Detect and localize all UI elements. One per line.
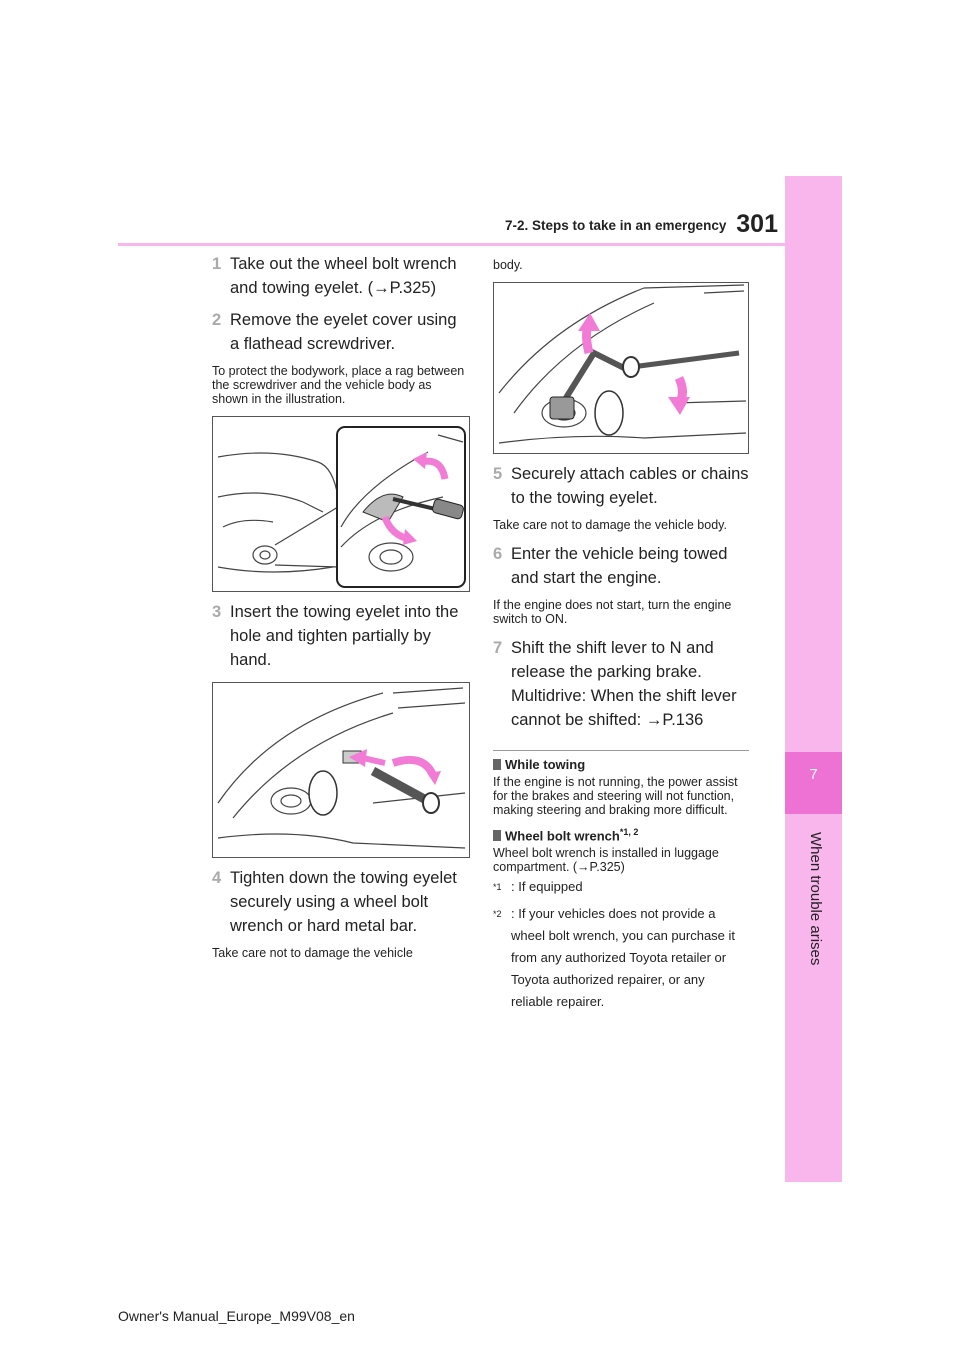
towing-heading: While towing bbox=[493, 757, 749, 772]
figure-remove-eyelet-cover bbox=[212, 416, 470, 592]
chapter-side-tab bbox=[785, 176, 842, 1182]
section-divider bbox=[493, 750, 749, 751]
wrench-text: Wheel bolt wrench is installed in luggage compartment. (→P.325) bbox=[493, 846, 719, 875]
step-4 bbox=[212, 866, 470, 938]
page-number: 301 bbox=[736, 210, 778, 238]
step-number: 1 bbox=[212, 255, 222, 273]
chapter-title: When trouble arises bbox=[807, 832, 824, 966]
step-text: Take out the wheel bolt wrench and towing eyelet. (→P.325) bbox=[230, 255, 457, 297]
header-divider bbox=[118, 243, 785, 246]
step-text: Remove the eyelet cover using a flathead screwdriver. bbox=[230, 311, 457, 353]
step-7 bbox=[493, 636, 749, 732]
step-number: 7 bbox=[493, 639, 503, 657]
step-number: 4 bbox=[212, 869, 222, 887]
footer-manual-id: Owner's Manual_Europe_M99V08_en bbox=[118, 1308, 355, 1324]
footnote-1: $^{*1}$ : If equipped bbox=[493, 879, 583, 895]
section-title: 7-2. Steps to take in an emergency bbox=[505, 218, 727, 233]
step-1 bbox=[212, 252, 470, 300]
step-number: 5 bbox=[493, 465, 503, 483]
figure-insert-towing-eyelet bbox=[212, 682, 470, 858]
chapter-number-tab bbox=[785, 752, 842, 814]
illustration-screwdriver bbox=[213, 417, 469, 591]
step-5 bbox=[493, 462, 749, 510]
step-text: Insert the towing eyelet into the hole and tighten partially by hand. bbox=[230, 603, 459, 669]
step-text: Enter the vehicle being towed and start the engine. bbox=[511, 545, 728, 587]
step-5-note: Take care not to damage the vehicle body. bbox=[493, 518, 727, 532]
towing-text: If the engine is not running, the power assist for the brakes and steering will not function, making steering and braking more difficult. bbox=[493, 775, 738, 817]
footnote-2: $^{*2}$ : If your vehicles does not provide a wheel bolt wrench, you can purchase it from any authorized Toyota retailer or Toyota authorized repairer, or any reliable repairer. bbox=[493, 905, 736, 1009]
step-4-note-continued: body. bbox=[493, 258, 523, 272]
right-column bbox=[493, 258, 749, 1013]
step-text: Shift the shift lever to N and release the parking brake. Multidrive: When the shift lever cannot be shifted: →P.136 bbox=[511, 639, 737, 729]
step-6 bbox=[493, 542, 749, 590]
step-2 bbox=[212, 308, 470, 356]
illustration-towing-eyelet bbox=[213, 683, 469, 857]
step-4-note: Take care not to damage the vehicle bbox=[212, 946, 413, 960]
bullet-icon bbox=[493, 830, 501, 841]
illustration-wheel-bolt-wrench bbox=[494, 283, 748, 453]
step-number: 2 bbox=[212, 311, 222, 329]
wrench-heading: Wheel bolt wrench$^{*1, 2}$ bbox=[493, 827, 749, 843]
step-2-note: To protect the bodywork, place a rag between the screwdriver and the vehicle body as shown in the illustration. bbox=[212, 364, 465, 406]
step-text: Tighten down the towing eyelet securely using a wheel bolt wrench or hard metal bar. bbox=[230, 869, 457, 935]
step-3 bbox=[212, 600, 470, 672]
left-column bbox=[212, 252, 470, 970]
step-text: Securely attach cables or chains to the towing eyelet. bbox=[511, 465, 749, 507]
chapter-number: 7 bbox=[809, 766, 818, 783]
figure-tighten-eyelet bbox=[493, 282, 749, 454]
step-6-note: If the engine does not start, turn the engine switch to ON. bbox=[493, 598, 732, 626]
bullet-icon bbox=[493, 759, 501, 770]
step-number: 3 bbox=[212, 603, 222, 621]
step-number: 6 bbox=[493, 545, 503, 563]
